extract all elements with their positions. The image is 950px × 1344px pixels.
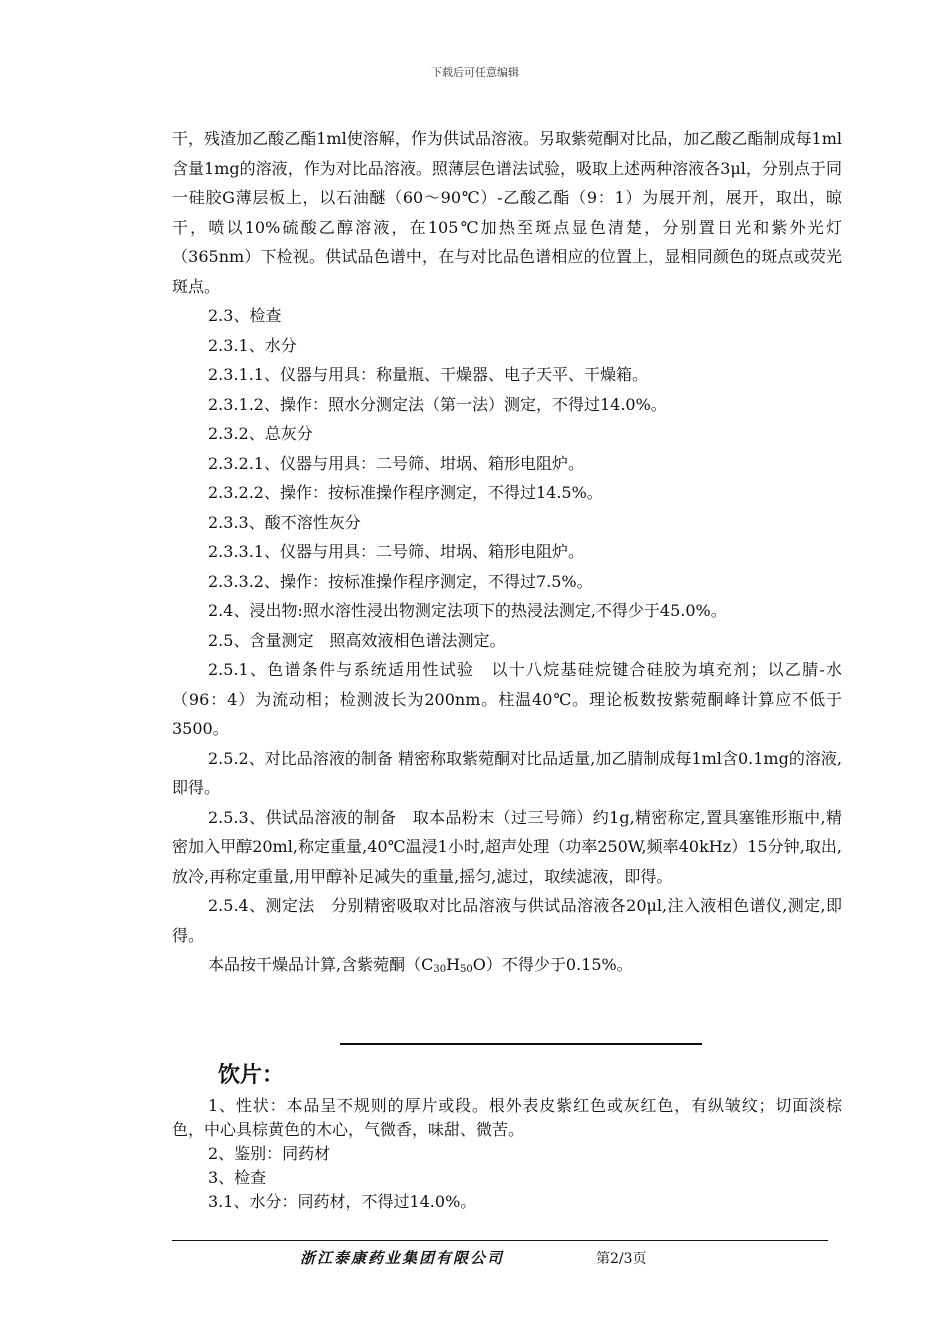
paragraph-7: 2.3.2.2、操作：按标准操作程序测定，不得过14.5%。 [208,483,603,502]
paragraph-5: 2.3.2、总灰分 [208,424,313,443]
final-statement-mid: H [446,955,461,974]
formula-subscript-h: 50 [460,964,473,975]
footer-page-number: 第2/3页 [596,1251,647,1267]
paragraph-15: 2.5.3、供试品溶液的制备 取本品粉末（过三号筛）约1g,精密称定,置具塞锥形瓶中,精密加入甲醇20ml,称定重量,40℃温浸1小时,超声处理（功率250W,频率40kHz）15分钟,取出,放冷,再称定重量,用甲醇补足减失的重量,摇匀,滤过，取续滤液，即得。 [172,807,842,886]
section-divider [340,1043,702,1045]
paragraph-13: 2.5.1、色谱条件与系统适用性试验 以十八烷基硅烷键合硅胶为填充剂；以乙腈-水（96：4）为流动相；检测波长为200nm。柱温40℃。理论板数按紫菀酮峰计算应不低于3500。 [172,660,842,738]
slices-section [172,1094,842,1214]
header-note: 下载后可任意编辑 [431,66,519,79]
paragraph-16: 2.5.4、测定法 分别精密吸取对比品溶液与供试品溶液各20μl,注入液相色谱仪,测定,即得。 [172,896,842,945]
paragraph-1: 2.3、检查 [208,306,282,325]
footer-divider [172,1240,828,1241]
paragraph-0: 干，残渣加乙酸乙酯1ml使溶解，作为供试品溶液。另取紫菀酮对比品，加乙酸乙酯制成每1ml含量1mg的溶液，作为对比品溶液。照薄层色谱法试验，吸取上述两种溶液各3μl，分别点于同一硅胶G薄层板上，以石油醚（60～90℃）-乙酸乙酯（9：1）为展开剂，展开，取出，晾干，喷以10%硫酸乙醇溶液，在105℃加热至斑点显色清楚，分别置日光和紫外光灯（365nm）下检视。供试品色谱中，在与对比品色谱相应的位置上，显相同颜色的斑点或荧光斑点。 [172,129,842,296]
paragraph-10: 2.3.3.2、操作：按标准操作程序测定，不得过7.5%。 [208,571,593,591]
slices-paragraph-2: 3、检查 [208,1168,267,1187]
footer-company: 浙江泰康药业集团有限公司 [300,1249,505,1267]
paragraph-9: 2.3.3.1、仪器与用具：二号筛、坩埚、箱形电阻炉。 [208,542,584,561]
final-statement [172,950,842,985]
paragraph-2: 2.3.1、水分 [208,335,297,355]
slices-paragraph-3: 3.1、水分：同药材，不得过14.0%。 [208,1192,477,1211]
paragraph-14: 2.5.2、对比品溶液的制备 精密称取紫菀酮对比品适量,加乙腈制成每1ml含0.1mg的溶液,即得。 [172,748,842,797]
final-statement-after: O）不得少于0.15%。 [472,955,633,974]
slices-paragraph-0: 1、性状：本品呈不规则的厚片或段。根外表皮紫红色或灰红色，有纵皱纹；切面淡棕色，中心具棕黄色的木心，气微香，味甜、微苦。 [172,1096,842,1139]
paragraph-11: 2.4、浸出物:照水溶性浸出物测定法项下的热浸法测定,不得少于45.0%。 [208,601,727,620]
paragraph-3: 2.3.1.1、仪器与用具：称量瓶、干燥器、电子天平、干燥箱。 [208,365,648,384]
slices-paragraph-1: 2、鉴别：同药材 [208,1144,331,1163]
document-body [172,124,842,985]
formula-subscript-c: 30 [433,964,447,975]
paragraph-4: 2.3.1.2、操作：照水分测定法（第一法）测定，不得过14.0%。 [208,394,667,414]
paragraph-12: 2.5、含量测定 照高效液相色谱法测定。 [208,630,506,650]
paragraph-6: 2.3.2.1、仪器与用具：二号筛、坩埚、箱形电阻炉。 [208,453,584,473]
paragraph-8: 2.3.3、酸不溶性灰分 [208,512,361,532]
section-title-slices: 饮片： [218,1063,285,1088]
final-statement-before: 本品按干燥品计算,含紫菀酮（C [208,955,434,974]
